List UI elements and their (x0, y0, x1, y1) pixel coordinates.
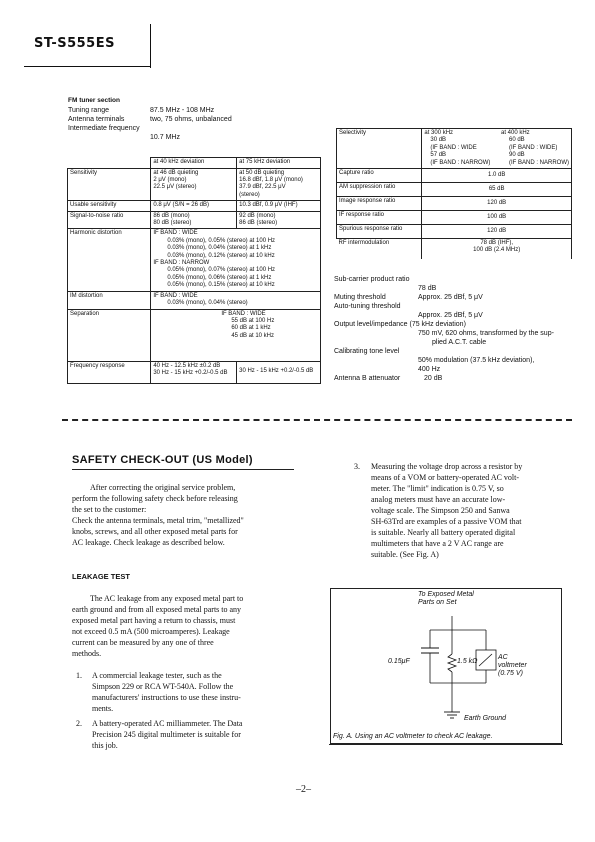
fm-spec-table (67, 157, 321, 384)
header-rule-vertical (150, 24, 151, 68)
figure-label-top: To Exposed Metal (418, 591, 474, 598)
selectivity-col (424, 130, 490, 167)
cell-line: 55 dB at 100 Hz (231, 317, 275, 324)
table-row (337, 239, 572, 259)
cell-line: 90 dB (509, 152, 525, 159)
cell-line: 0.03% (mono), 0.04% (stereo) at 1 kHz (167, 245, 272, 252)
cell-line: (IF BAND : NARROW) (509, 159, 569, 166)
cell-line: 0.03% (mono), 0.05% (stereo) at 100 Hz (167, 237, 276, 244)
paragraph-line: AC leakage. Check leakage as described below. (72, 538, 225, 547)
table-row (337, 211, 572, 225)
section-divider (62, 419, 572, 422)
cell-line: IF BAND : WIDE (153, 230, 198, 237)
paragraph-line: perform the following safety check before releasing (72, 494, 238, 503)
cell-line: 78 dB (IHF), (480, 240, 514, 247)
spec-subcarrier-label: Sub-carrier product ratio (334, 276, 410, 283)
cell-line: IF BAND : WIDE (221, 310, 266, 317)
cell-line: IF BAND : NARROW (153, 260, 210, 267)
cell-line: 0.05% (mono), 0.07% (stereo) at 100 Hz (167, 267, 276, 274)
row-label: IM distortion (68, 291, 151, 309)
page-number: –2– (296, 784, 311, 795)
table-row (68, 361, 321, 383)
row-label: Frequency response (68, 361, 151, 383)
table-cell (237, 168, 321, 201)
voltmeter-label-cont: voltmeter (498, 662, 527, 669)
paragraph-line: exposed metal part having a return to chassis, must (72, 616, 236, 625)
paragraph-line: Measuring the voltage drop across a resistor by (371, 462, 523, 471)
cell-line: 0.05% (mono), 0.15% (stereo) at 10 kHz (167, 282, 275, 289)
table-header-row (68, 158, 321, 169)
paragraph-line: earth ground and from all exposed metal parts to any (72, 605, 242, 614)
paragraph-line: The AC leakage from any exposed metal part to (90, 594, 244, 603)
figure-label-top-cont: Parts on Set (418, 599, 457, 606)
row-label: Sensitivity (68, 168, 151, 201)
row-label: Separation (68, 309, 151, 361)
spec-autotune-value: Approx. 25 dBf, 5 μV (418, 312, 483, 319)
table-cell (151, 309, 321, 361)
cell-line: 0.03% (mono), 0.04% (stereo) (167, 300, 248, 307)
cell-line: at 400 kHz (501, 130, 530, 136)
header-rule-horizontal (24, 66, 151, 67)
spec-output-value-cont: plied A.C.T. cable (432, 339, 487, 346)
table-header: at 40 kHz deviation (151, 158, 237, 169)
spec-if-value: 10.7 MHz (150, 134, 180, 141)
cell-line: 60 dB (509, 137, 525, 144)
spec-muting-value: Approx. 25 dBf, 5 μV (418, 294, 483, 301)
paragraph-line: A battery-operated AC milliammeter. The Data (92, 719, 243, 728)
table-row (337, 169, 572, 183)
cell-line: at 46 dB quieting (153, 169, 199, 176)
spec-tone-label: Calibrating tone level (334, 348, 400, 355)
table-row (337, 129, 572, 169)
paragraph-line: Check the antenna terminals, metal trim, "metallized" (72, 516, 244, 525)
leakage-circuit-diagram (330, 588, 562, 744)
list-number: 3. (354, 462, 360, 471)
table-cell (422, 239, 572, 259)
table-row (68, 309, 321, 361)
cell-line: (stereo) (239, 191, 260, 198)
cell-line: 10.3 dBf, 0.9 μV (IHF) (239, 202, 298, 209)
row-label: Signal-to-noise ratio (68, 211, 151, 229)
cell-line: 30 dB (430, 137, 447, 144)
table-row (337, 197, 572, 211)
list-item-1 (92, 670, 300, 714)
table-cell-empty (68, 158, 151, 169)
paragraph-line: meter. The "limit" indication is 0.75 V, so (371, 484, 504, 493)
row-label: Harmonic distortion (68, 229, 151, 291)
table-cell: 120 dB (422, 197, 572, 211)
spec-tone-value: 50% modulation (37.5 kHz deviation), (418, 357, 535, 364)
leakage-test-title: LEAKAGE TEST (72, 572, 130, 581)
spec-antenna-b-label: Antenna B attenuator (334, 375, 401, 382)
paragraph-line: ments. (92, 704, 114, 713)
paragraph-line: knobs, screws, and all other exposed metal parts for (72, 527, 238, 536)
spec-if-label: Intermediate frequency (68, 125, 140, 132)
cell-line: 40 Hz - 12.5 kHz ±0.2 dB (153, 362, 221, 369)
spec-output-value: 750 mV, 620 ohms, transformed by the sup- (418, 330, 554, 337)
selectivity-col (501, 130, 569, 167)
table-cell (422, 129, 572, 169)
cell-line: 0.03% (mono), 0.12% (stereo) at 10 kHz (167, 252, 275, 259)
cell-line: IF BAND : WIDE (153, 292, 198, 299)
table-row (68, 211, 321, 229)
paragraph-line: methods. (72, 649, 102, 658)
table-row (68, 168, 321, 201)
paragraph-line: SH-63Trd are examples of a passive VOM that (371, 517, 522, 526)
resistor (448, 654, 456, 672)
paragraph-line: is suitable. Nearly all battery operated digital (371, 528, 516, 537)
spec-autotune-label: Auto-tuning threshold (334, 303, 401, 310)
cell-line: 0.8 μV (S/N = 26 dB) (153, 202, 209, 209)
cell-line: (IF BAND : WIDE (430, 144, 477, 151)
spec-subcarrier-value: 78 dB (418, 285, 437, 292)
fm-spec-table-right (336, 128, 572, 259)
paragraph-line: Simpson 229 or RCA WT-540A. Follow the (92, 682, 234, 691)
row-label: AM suppression ratio (337, 183, 422, 197)
table-cell (151, 168, 237, 201)
figure-caption: Fig. A. Using an AC voltmeter to check AC leakage. (333, 733, 493, 740)
spec-tuning-range (0, 106, 300, 115)
paragraph-line: Precision 245 digital multimeter is suitable for (92, 730, 241, 739)
table-row (68, 229, 321, 291)
leakage-paragraph (72, 593, 300, 659)
spec-tone-value-cont: 400 Hz (418, 366, 441, 373)
table-cell (151, 229, 321, 291)
cell-line: 86 dB (stereo) (239, 220, 278, 227)
list-number: 1. (76, 671, 82, 680)
row-label: Image response ratio (337, 197, 422, 211)
safety-title-underline (72, 469, 294, 470)
cell-line: 57 dB (430, 152, 447, 159)
table-cell (151, 291, 321, 309)
model-title: ST-S555ES (34, 36, 115, 51)
paragraph-line: means of a VOM or battery-operated AC volt- (371, 473, 520, 482)
cell-line: 2 μV (mono) (153, 176, 187, 183)
cell-line: (IF BAND : NARROW) (430, 159, 491, 166)
voltmeter-value: (0.75 V) (498, 670, 523, 677)
fm-section-title: FM tuner section (68, 97, 121, 104)
cell-line: 45 dB at 10 kHz (231, 332, 275, 339)
list-item-3 (371, 461, 567, 560)
paragraph-line: manufacturers' instructions to use these instru- (92, 693, 241, 702)
cell-line: (IF BAND : WIDE) (509, 144, 558, 151)
cell-line: 100 dB (2.4 MHz) (473, 247, 521, 254)
row-label: Capture ratio (337, 169, 422, 183)
paragraph-line: this job. (92, 741, 118, 750)
ground-label: Earth Ground (464, 715, 507, 722)
cell-line: 37.9 dBf, 22.5 μV (239, 184, 286, 191)
cell-line: at 50 dB quieting (239, 169, 285, 176)
row-label: Usable sensitivity (68, 201, 151, 212)
cell-line: 60 dB at 1 kHz (231, 325, 271, 332)
safety-intro (72, 482, 300, 548)
table-row (68, 291, 321, 309)
paragraph-line: suitable. (See Fig. A) (371, 550, 439, 559)
spec-label: Antenna terminals (68, 116, 125, 123)
table-cell: 65 dB (422, 183, 572, 197)
row-label: Selectivity (337, 129, 422, 169)
spec-output-label: Output level/impedance (75 kHz deviation) (334, 321, 466, 328)
cell-line: at 300 kHz (424, 130, 454, 136)
spec-value: 87.5 MHz - 108 MHz (150, 107, 215, 114)
resistor-label: 1.5 kΩ (457, 658, 478, 665)
cell-line: 0.05% (mono), 0.06% (stereo) at 1 kHz (167, 274, 272, 281)
paragraph-line: After correcting the original service problem, (90, 483, 236, 492)
paragraph-line: multimeters that have a 2 V AC range are (371, 539, 504, 548)
paragraph-line: the set to the customer: (72, 505, 147, 514)
cell-line: 30 Hz - 15 kHz +0.2/-0.5 dB (239, 368, 314, 375)
table-header: at 75 kHz deviation (237, 158, 321, 169)
paragraph-line: current can be measured by any one of three (72, 638, 214, 647)
table-cell (237, 201, 321, 212)
row-label: Spurious response ratio (337, 225, 422, 239)
paragraph-line: not exceed 0.5 mA (500 microamperes). Leakage (72, 627, 230, 636)
cell-line: 16.8 dBf, 1.8 μV (mono) (239, 176, 303, 183)
table-cell: 100 dB (422, 211, 572, 225)
cell-line: 92 dB (mono) (239, 212, 276, 219)
paragraph-line: voltage scale. The Simpson 250 and Sanwa (371, 506, 510, 515)
spec-antenna (0, 115, 300, 124)
table-cell (237, 211, 321, 229)
table-row (337, 225, 572, 239)
table-row (68, 201, 321, 212)
cell-line: 80 dB (stereo) (153, 220, 192, 227)
spec-antenna-b-value: 20 dB (424, 375, 443, 382)
table-cell (151, 361, 237, 383)
cell-line: 30 Hz - 15 kHz +0.2/-0.5 dB (153, 369, 228, 376)
capacitor-label: 0.15μF (388, 658, 410, 665)
voltmeter-label: AC (498, 654, 508, 661)
spec-muting-label: Muting threshold (334, 294, 386, 301)
spec-label: Tuning range (68, 107, 109, 114)
paragraph-line: A commercial leakage tester, such as the (92, 671, 222, 680)
spec-value: two, 75 ohms, unbalanced (150, 116, 232, 123)
table-cell: 120 dB (422, 225, 572, 239)
row-label: RF intermodulation (337, 239, 422, 259)
safety-title: SAFETY CHECK-OUT (US Model) (72, 454, 253, 466)
figure-caption-underline (329, 744, 563, 745)
selectivity-values (424, 130, 569, 167)
row-label: IF response ratio (337, 211, 422, 225)
list-number: 2. (76, 719, 82, 728)
list-item-2 (92, 718, 300, 751)
paragraph-line: analog meters must have an accurate low- (371, 495, 506, 504)
cell-line: 86 dB (mono) (153, 212, 190, 219)
table-row (337, 183, 572, 197)
table-cell (151, 201, 237, 212)
table-cell (151, 211, 237, 229)
table-cell (237, 361, 321, 383)
cell-line: 22.5 μV (stereo) (153, 184, 197, 191)
table-cell: 1.0 dB (422, 169, 572, 183)
